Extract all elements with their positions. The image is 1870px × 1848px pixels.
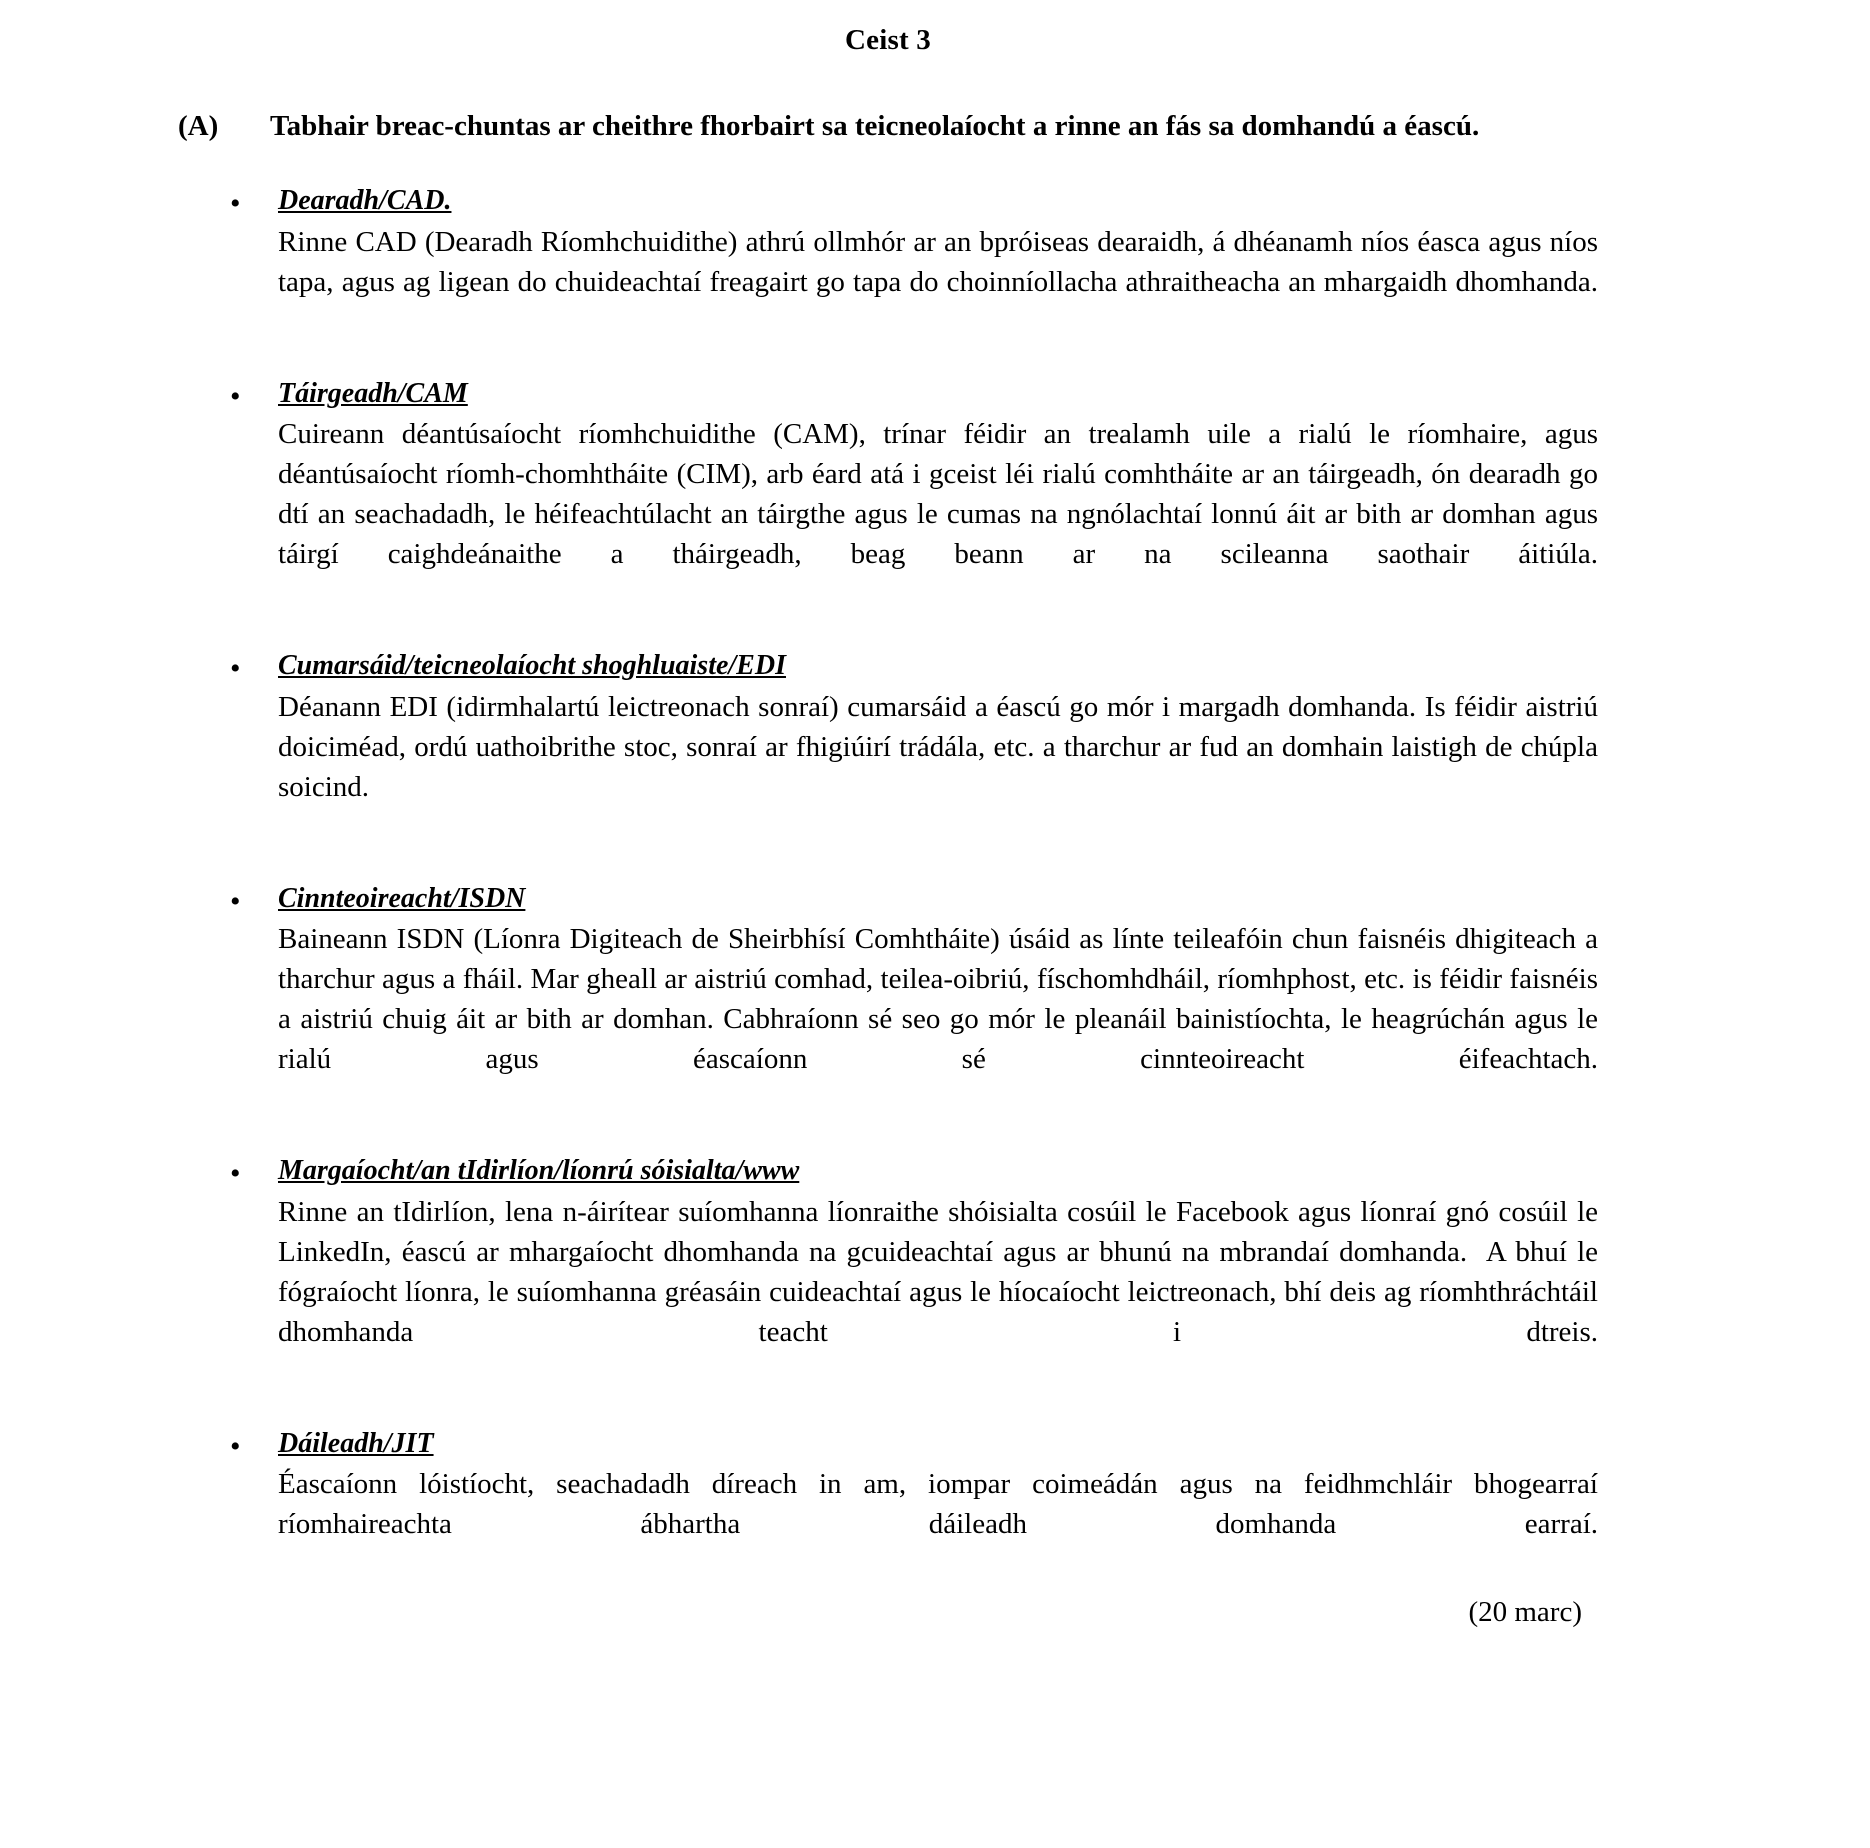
bullet-body: Éascaíonn lóistíocht, seachadadh díreach in am, iompar coimeádán agus na feidhmchláir bhogearraí ríomhaireachta ábhartha dáileadh domhanda earraí. bbox=[278, 1468, 1606, 1541]
bullet-body: Rinne an tIdirlíon, lena n-áirítear suíomhanna líonraithe shóisialta cosúil le Facebook agus líonraí gnó cosúil le LinkedIn, éascú ar mhargaíocht dhomhanda na gcuideachtaí agus ar bhunú na mbrandaí domhanda. A bhuí le fógraíocht líonra, le suíomhanna gréasáin cuideachtaí agus le híocaíocht leictreonach, bhí deis ag ríomhthráchtáil dhomhanda teacht i dtreis. bbox=[278, 1195, 1606, 1348]
bullet-heading: Cinnteoireacht/ISDN bbox=[278, 882, 526, 914]
list-item bbox=[178, 648, 1606, 846]
bullet-body: Rinne CAD (Dearadh Ríomhchuidithe) athrú ollmhór ar an bpróiseas dearaidh, á dhéanamh níos éasca agus níos tapa, agus ag ligean do chuideachtaí freagairt go tapa do choinníollacha athraitheacha an mhargaidh dhomhanda. bbox=[278, 225, 1606, 298]
bullet-heading: Cumarsáid/teicneolaíocht shoghluaiste/EDI bbox=[278, 650, 786, 682]
bullet-heading: Dearadh/CAD. bbox=[278, 185, 452, 217]
list-item bbox=[178, 183, 1606, 341]
bullet-heading: Táirgeadh/CAM bbox=[278, 377, 468, 409]
list-item bbox=[178, 881, 1606, 1119]
bullet-point-icon: • bbox=[230, 379, 241, 413]
bullet-body: Baineann ISDN (Líonra Digiteach de Sheirbhísí Comhtháite) úsáid as línte teileafóin chun faisnéis dhigiteach a tharchur agus a fháil. Mar gheall ar aistriú comhad, teilea-oibriú, físchomhdháil, ríomhphost, etc. is féidir faisnéis a aistriú chuig áit ar bith ar domhan. Cabhraíonn sé seo go mór le pleanáil bainistíochta, le heagrúchán agus le rialú agus éascaíonn sé cinnteoireacht éifeachtach. bbox=[278, 923, 1606, 1076]
part-label: (A) bbox=[178, 110, 219, 143]
bullet-point-icon: • bbox=[230, 187, 241, 221]
bullet-body: Cuireann déantúsaíocht ríomhchuidithe (CAM), trínar féidir an trealamh uile a rialú le ríomhaire, agus déantúsaíocht ríomh-chomhtháite (CIM), arb éard atá i gceist léi rialú comhtháite ar an táirgeadh, ón dearadh go dtí an seachadadh, le héifeachtúlacht an táirgthe agus le cumas na ngnólachtaí lonnú áit ar bith ar domhan agus táirgí caighdeánaithe a tháirgeadh, beag beann ar na scileanna saothair áitiúla. bbox=[278, 418, 1606, 571]
developments-list bbox=[178, 183, 1606, 1584]
page-title: Ceist 3 bbox=[845, 24, 931, 56]
bullet-point-icon: • bbox=[230, 652, 241, 686]
bullet-point-icon: • bbox=[230, 1429, 241, 1463]
bullet-point-icon: • bbox=[230, 1157, 241, 1191]
part-a-question bbox=[178, 106, 1598, 147]
bullet-heading: Dáileadh/JIT bbox=[278, 1427, 434, 1459]
list-item bbox=[178, 376, 1606, 614]
part-question-text: Tabhair breac-chuntas ar cheithre fhorbairt sa teicneolaíocht a rinne an fás sa domhandú a éascú. bbox=[270, 110, 1480, 143]
bullet-body: Déanann EDI (idirmhalartú leictreonach sonraí) cumarsáid a éascú go mór i margadh domhanda. Is féidir aistriú doiciméad, ordú uathoibrithe stoc, sonraí ar fhigiúirí trádála, etc. a tharchur ar fud an domhain laistigh de chúpla soicind. bbox=[278, 690, 1606, 803]
bullet-heading: Margaíocht/an tIdirlíon/líonrú sóisialta/www bbox=[278, 1155, 800, 1187]
list-item bbox=[178, 1153, 1606, 1391]
marks-note: (20 marc) bbox=[1468, 1596, 1582, 1629]
list-item bbox=[178, 1426, 1606, 1584]
document-body bbox=[178, 22, 1606, 1632]
bullet-point-icon: • bbox=[230, 884, 241, 918]
